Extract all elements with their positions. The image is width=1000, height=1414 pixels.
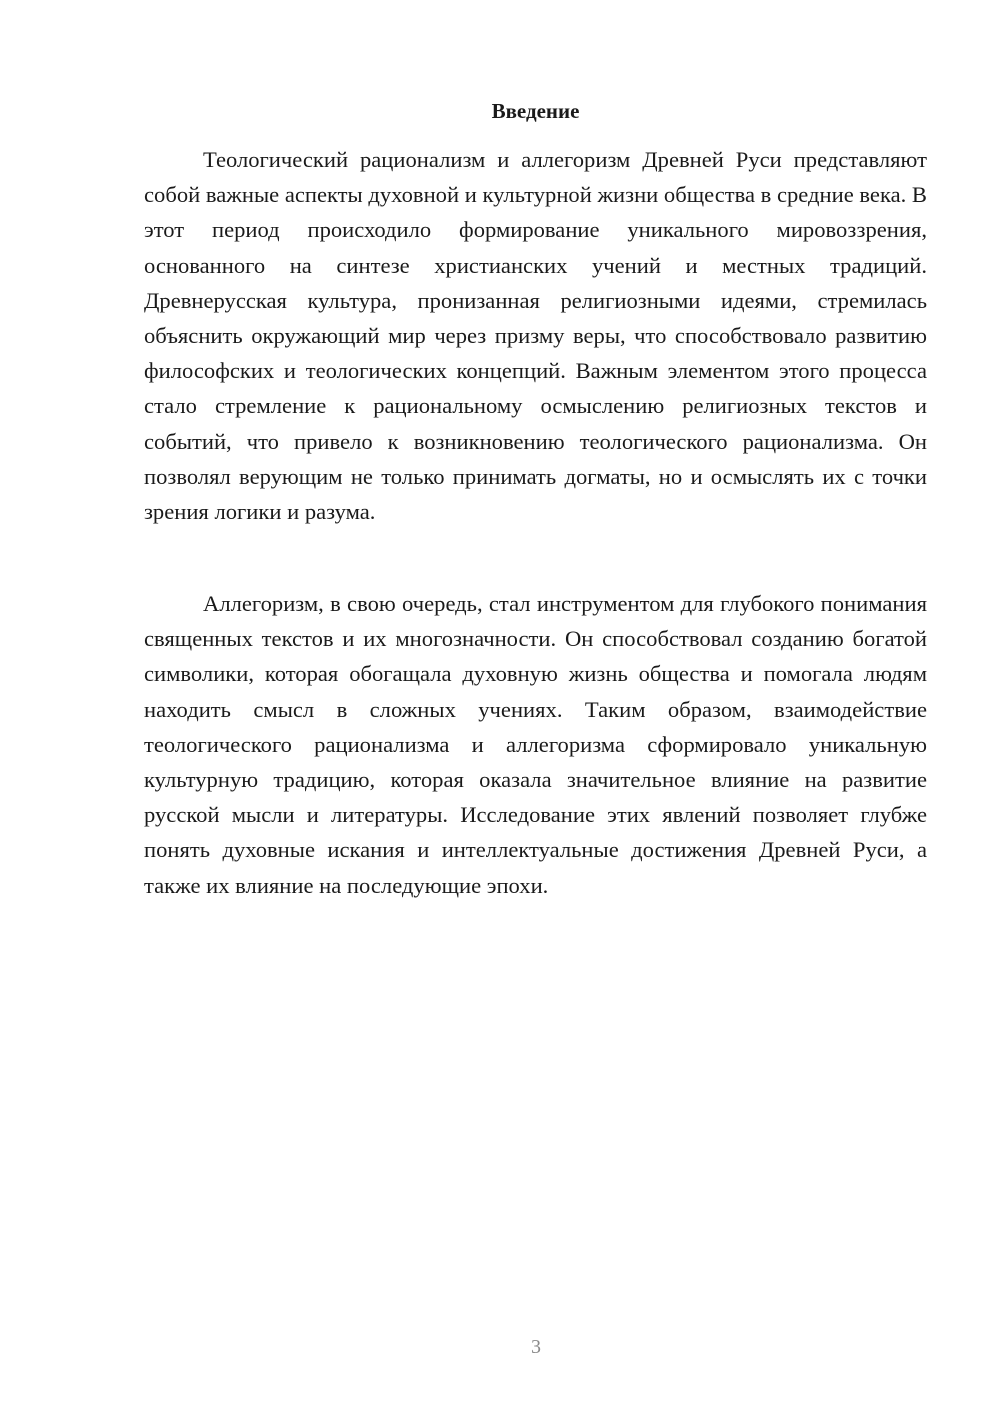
section-title: Введение	[491, 99, 580, 123]
paragraph-1: Теологический рационализм и аллегоризм Древней Руси представляют собой важные аспекты духовной и культурной жизни общества в средние века. В этот период происходило формирование уникального мировоззрения, основанного на синтезе христианских учений и местных традиций. Древнерусская культура, пронизанная религиозными идеями, стремилась объяснить окружающий мир через призму веры, что способствовало развитию философских и теологических концепций. Важным элементом этого процесса стало стремление к рациональному осмыслению религиозных текстов и событий, что привело к возникновению теологического рационализма. Он позволял верующим не только принимать догматы, но и осмыслять их с точки зрения логики и разума.	[144, 147, 927, 525]
page-number: 3	[531, 1336, 541, 1358]
paragraph-2: Аллегоризм, в свою очередь, стал инструментом для глубокого понимания священных текстов и их многозначности. Он способствовал созданию богатой символики, которая обогащала духовную жизнь общества и помогала людям находить смысл в сложных учениях. Таким образом, взаимодействие теологического рационализма и аллегоризма сформировало уникальную культурную традицию, которая оказала значительное влияние на развитие русской мысли и литературы. Исследование этих явлений позволяет глубже понять духовные искания и интеллектуальные достижения Древней Руси, а также их влияние на последующие эпохи.	[144, 591, 927, 898]
